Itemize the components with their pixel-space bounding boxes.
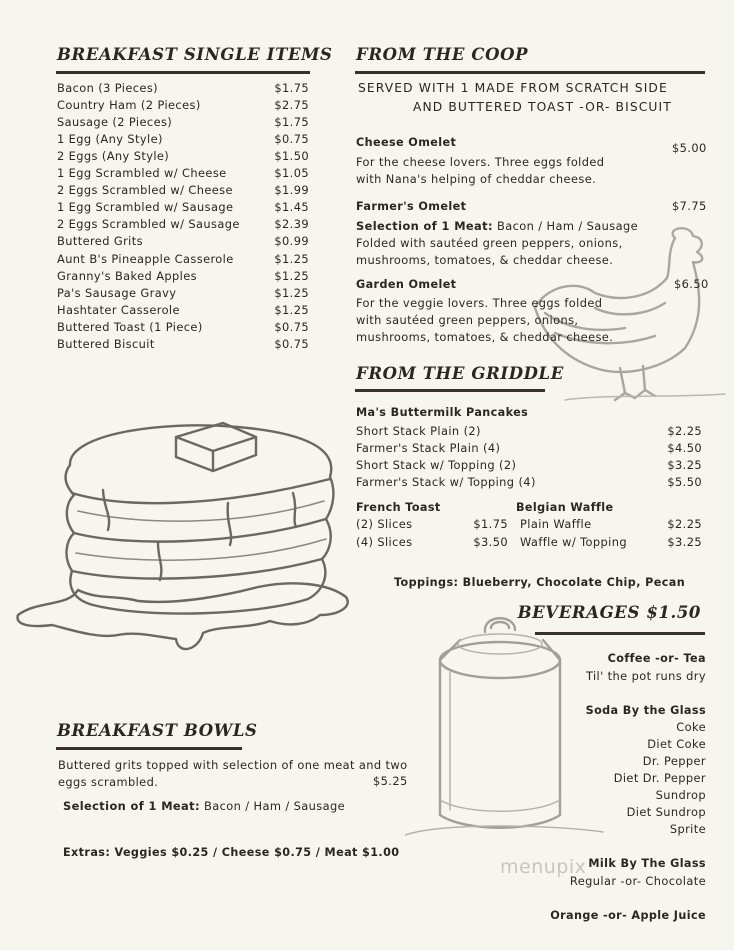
farmers-omelet-desc2: mushrooms, tomatoes, & cheddar cheese. bbox=[356, 253, 614, 267]
farmers-omelet-desc1: Folded with sautéed green peppers, onions, bbox=[356, 236, 623, 250]
soda-item: Coke bbox=[676, 720, 706, 734]
bowls-price: $5.25 bbox=[373, 774, 408, 788]
coffee-tea-title: Coffee -or- Tea bbox=[607, 652, 706, 665]
garden-omelet-desc1: For the veggie lovers. Three eggs folded bbox=[356, 296, 603, 310]
coop-subtitle-line1: SERVED WITH 1 MADE FROM SCRATCH SIDE bbox=[358, 81, 668, 95]
garden-omelet-title: Garden Omelet bbox=[356, 278, 457, 291]
farmers-meat-line bbox=[356, 218, 638, 235]
cheese-omelet-title: Cheese Omelet bbox=[356, 136, 457, 149]
list-item: Waffle w/ Topping $3.25 bbox=[520, 535, 702, 549]
from-the-coop-heading: FROM THE COOP bbox=[356, 45, 529, 64]
garden-omelet-price: $6.50 bbox=[674, 277, 709, 291]
bowls-desc2: eggs scrambled. bbox=[58, 775, 159, 789]
cheese-omelet-desc2: with Nana's helping of cheddar cheese. bbox=[356, 172, 597, 186]
list-item: Country Ham (2 Pieces) $2.75 bbox=[57, 98, 309, 112]
list-item: Granny's Baked Apples $1.25 bbox=[57, 269, 309, 283]
list-item: (2) Slices $1.75 bbox=[356, 517, 508, 531]
garden-omelet-desc2: with sautéed green peppers, onions, bbox=[356, 313, 579, 327]
soda-can-illustration bbox=[405, 610, 605, 850]
list-item: 1 Egg (Any Style) $0.75 bbox=[57, 132, 309, 146]
french-toast-title: French Toast bbox=[356, 501, 441, 514]
bowls-desc1: Buttered grits topped with selection of one meat and two bbox=[58, 758, 408, 772]
coop-subtitle-line2: AND BUTTERED TOAST -OR- BISCUIT bbox=[413, 100, 672, 114]
milk-desc: Regular -or- Chocolate bbox=[569, 874, 706, 888]
toppings-line: Toppings: Blueberry, Chocolate Chip, Pecan bbox=[394, 576, 686, 589]
from-the-griddle-heading: FROM THE GRIDDLE bbox=[356, 364, 564, 383]
soda-item: Dr. Pepper bbox=[642, 754, 706, 768]
soda-item: Sprite bbox=[669, 822, 706, 836]
meat-selection-label: Selection of 1 Meat: bbox=[63, 799, 200, 813]
breakfast-bowls-heading: BREAKFAST BOWLS bbox=[57, 721, 258, 740]
heading-rule bbox=[535, 632, 705, 635]
list-item: Hashtater Casserole $1.25 bbox=[57, 303, 309, 317]
soda-item: Diet Dr. Pepper bbox=[613, 771, 706, 785]
heading-rule bbox=[355, 389, 545, 392]
soda-item: Sundrop bbox=[655, 788, 706, 802]
milk-title: Milk By The Glass bbox=[588, 857, 706, 870]
meat-selection-options: Bacon / Ham / Sausage bbox=[203, 799, 346, 813]
list-item: Short Stack w/ Topping (2) $3.25 bbox=[356, 458, 702, 472]
pancakes-title: Ma's Buttermilk Pancakes bbox=[356, 406, 529, 419]
list-item: Pa's Sausage Gravy $1.25 bbox=[57, 286, 309, 300]
meat-selection-label: Selection of 1 Meat: bbox=[356, 219, 493, 233]
heading-rule bbox=[56, 747, 242, 750]
list-item: 1 Egg Scrambled w/ Cheese $1.05 bbox=[57, 166, 309, 180]
list-item: Buttered Toast (1 Piece) $0.75 bbox=[57, 320, 309, 334]
farmers-omelet-title: Farmer's Omelet bbox=[356, 200, 467, 213]
cheese-omelet-price: $5.00 bbox=[672, 141, 707, 155]
list-item: 2 Eggs (Any Style) $1.50 bbox=[57, 149, 309, 163]
meat-selection-options: Bacon / Ham / Sausage bbox=[496, 219, 639, 233]
heading-rule bbox=[355, 71, 705, 74]
list-item: Aunt B's Pineapple Casserole $1.25 bbox=[57, 252, 309, 266]
heading-rule bbox=[56, 71, 310, 74]
soda-item: Diet Sundrop bbox=[626, 805, 706, 819]
watermark: menupix bbox=[500, 856, 587, 878]
belgian-waffle-title: Belgian Waffle bbox=[516, 501, 614, 514]
bowls-meat-line bbox=[63, 798, 345, 815]
list-item: Buttered Grits $0.99 bbox=[57, 234, 309, 248]
breakfast-single-items-heading: BREAKFAST SINGLE ITEMS bbox=[57, 45, 333, 64]
coffee-tea-desc: Til' the pot runs dry bbox=[585, 669, 706, 683]
pancake-stack-illustration bbox=[8, 415, 358, 665]
garden-omelet-desc3: mushrooms, tomatoes, & cheddar cheese. bbox=[356, 330, 614, 344]
list-item: Bacon (3 Pieces) $1.75 bbox=[57, 81, 309, 95]
juice-title: Orange -or- Apple Juice bbox=[550, 909, 706, 922]
list-item: Sausage (2 Pieces) $1.75 bbox=[57, 115, 309, 129]
soda-item: Diet Coke bbox=[647, 737, 706, 751]
beverages-heading: BEVERAGES $1.50 bbox=[517, 603, 701, 622]
soda-title: Soda By the Glass bbox=[585, 704, 706, 717]
bowls-extras: Extras: Veggies $0.25 / Cheese $0.75 / Meat $1.00 bbox=[63, 846, 400, 859]
list-item: Farmer's Stack Plain (4) $4.50 bbox=[356, 441, 702, 455]
list-item: (4) Slices $3.50 bbox=[356, 535, 508, 549]
list-item: Plain Waffle $2.25 bbox=[520, 517, 702, 531]
list-item: Farmer's Stack w/ Topping (4) $5.50 bbox=[356, 475, 702, 489]
list-item: 2 Eggs Scrambled w/ Sausage $2.39 bbox=[57, 217, 309, 231]
list-item: Buttered Biscuit $0.75 bbox=[57, 337, 309, 351]
list-item: 1 Egg Scrambled w/ Sausage $1.45 bbox=[57, 200, 309, 214]
list-item: Short Stack Plain (2) $2.25 bbox=[356, 424, 702, 438]
list-item: 2 Eggs Scrambled w/ Cheese $1.99 bbox=[57, 183, 309, 197]
farmers-omelet-price: $7.75 bbox=[672, 199, 707, 213]
cheese-omelet-desc1: For the cheese lovers. Three eggs folded bbox=[356, 155, 605, 169]
